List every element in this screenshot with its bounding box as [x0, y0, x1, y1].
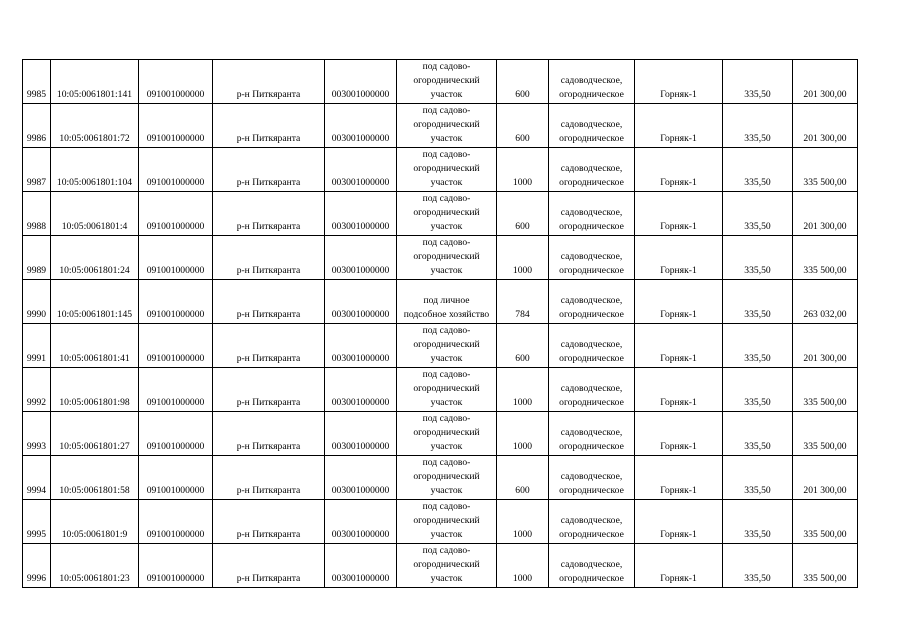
- location-cell: Горняк-1: [635, 60, 723, 104]
- cadastral-value-cell: 201 300,00: [793, 60, 858, 104]
- cadastral-number-cell: 10:05:0061801:9: [51, 500, 139, 544]
- cadastral-number-cell: 10:05:0061801:27: [51, 412, 139, 456]
- land-use-cell: [549, 456, 635, 500]
- location-cell: Горняк-1: [635, 500, 723, 544]
- land-use-line: огородническое: [559, 265, 624, 276]
- cadastral-number-cell: 10:05:0061801:23: [51, 544, 139, 588]
- purpose-cell: [397, 104, 497, 148]
- cadastral-value-cell: 201 300,00: [793, 192, 858, 236]
- oktmo-code-cell: 003001000000: [325, 456, 397, 500]
- okato-code-cell: 091001000000: [139, 60, 213, 104]
- oktmo-code-cell: 003001000000: [325, 544, 397, 588]
- land-use-line: садоводческое,: [560, 75, 623, 86]
- purpose-line: огороднический: [413, 427, 480, 438]
- area-cell: 600: [497, 456, 549, 500]
- area-cell: 600: [497, 192, 549, 236]
- purpose-cell: [397, 544, 497, 588]
- purpose-line: [398, 280, 495, 294]
- purpose-line: участок: [430, 133, 463, 144]
- land-use-line: садоводческое,: [560, 471, 623, 482]
- oktmo-code-cell: 003001000000: [325, 368, 397, 412]
- cadastral-value-cell: 335 500,00: [793, 148, 858, 192]
- land-use-line: огородническое: [559, 441, 624, 452]
- cadastral-number-cell: 10:05:0061801:72: [51, 104, 139, 148]
- oktmo-code-cell: 003001000000: [325, 236, 397, 280]
- land-use-line: садоводческое,: [560, 339, 623, 350]
- cadastral-number-cell: 10:05:0061801:145: [51, 280, 139, 324]
- land-use-line: садоводческое,: [560, 515, 623, 526]
- okato-code-cell: 091001000000: [139, 192, 213, 236]
- row-number-cell: 9992: [23, 368, 51, 412]
- okato-code-cell: 091001000000: [139, 280, 213, 324]
- cadastral-value-cell: 335 500,00: [793, 412, 858, 456]
- purpose-line: участок: [430, 265, 463, 276]
- purpose-line: огороднический: [413, 163, 480, 174]
- district-cell: р-н Питкяранта: [213, 148, 325, 192]
- cadastral-rate-cell: 335,50: [723, 236, 793, 280]
- purpose-line: огороднический: [413, 207, 480, 218]
- district-cell: р-н Питкяранта: [213, 456, 325, 500]
- land-use-line: садоводческое,: [560, 119, 623, 130]
- purpose-line: под садово-: [422, 413, 471, 424]
- land-use-line: огородническое: [559, 221, 624, 232]
- purpose-line: огороднический: [413, 383, 480, 394]
- land-use-cell: [549, 104, 635, 148]
- land-use-line: огородническое: [559, 485, 624, 496]
- land-use-cell: [549, 412, 635, 456]
- cadastral-number-cell: 10:05:0061801:98: [51, 368, 139, 412]
- land-use-line: огородническое: [559, 353, 624, 364]
- purpose-cell: [397, 324, 497, 368]
- purpose-line: огороднический: [413, 251, 480, 262]
- location-cell: Горняк-1: [635, 236, 723, 280]
- okato-code-cell: 091001000000: [139, 104, 213, 148]
- district-cell: р-н Питкяранта: [213, 280, 325, 324]
- purpose-line: под садово-: [422, 193, 471, 204]
- purpose-line: под садово-: [422, 457, 471, 468]
- cadastral-rate-cell: 335,50: [723, 456, 793, 500]
- district-cell: р-н Питкяранта: [213, 544, 325, 588]
- land-use-line: огородническое: [559, 133, 624, 144]
- table-row: [23, 544, 858, 588]
- row-number-cell: 9985: [23, 60, 51, 104]
- district-cell: р-н Питкяранта: [213, 368, 325, 412]
- area-cell: 600: [497, 104, 549, 148]
- oktmo-code-cell: 003001000000: [325, 324, 397, 368]
- location-cell: Горняк-1: [635, 368, 723, 412]
- land-use-cell: [549, 236, 635, 280]
- okato-code-cell: 091001000000: [139, 544, 213, 588]
- purpose-line: участок: [430, 573, 463, 584]
- area-cell: 1000: [497, 148, 549, 192]
- oktmo-code-cell: 003001000000: [325, 192, 397, 236]
- cadastral-rate-cell: 335,50: [723, 60, 793, 104]
- cadastral-number-cell: 10:05:0061801:58: [51, 456, 139, 500]
- purpose-cell: [397, 280, 497, 324]
- cadastral-rate-cell: 335,50: [723, 324, 793, 368]
- purpose-line: участок: [430, 221, 463, 232]
- cadastral-value-cell: 335 500,00: [793, 236, 858, 280]
- oktmo-code-cell: 003001000000: [325, 104, 397, 148]
- table-row: [23, 324, 858, 368]
- area-cell: 600: [497, 60, 549, 104]
- table-row: [23, 148, 858, 192]
- area-cell: 1000: [497, 368, 549, 412]
- cadastral-value-cell: 201 300,00: [793, 324, 858, 368]
- okato-code-cell: 091001000000: [139, 324, 213, 368]
- cadastral-number-cell: 10:05:0061801:24: [51, 236, 139, 280]
- cadastral-rate-cell: 335,50: [723, 544, 793, 588]
- purpose-cell: [397, 236, 497, 280]
- location-cell: Горняк-1: [635, 456, 723, 500]
- land-use-cell: [549, 60, 635, 104]
- purpose-cell: [397, 148, 497, 192]
- cadastral-rate-cell: 335,50: [723, 368, 793, 412]
- purpose-cell: [397, 456, 497, 500]
- oktmo-code-cell: 003001000000: [325, 412, 397, 456]
- purpose-line: огороднический: [413, 471, 480, 482]
- purpose-line: участок: [430, 485, 463, 496]
- land-use-cell: [549, 192, 635, 236]
- district-cell: р-н Питкяранта: [213, 236, 325, 280]
- oktmo-code-cell: 003001000000: [325, 500, 397, 544]
- purpose-line: под садово-: [422, 325, 471, 336]
- row-number-cell: 9995: [23, 500, 51, 544]
- table-row: [23, 104, 858, 148]
- table-row: [23, 368, 858, 412]
- row-number-cell: 9986: [23, 104, 51, 148]
- okato-code-cell: 091001000000: [139, 236, 213, 280]
- okato-code-cell: 091001000000: [139, 148, 213, 192]
- oktmo-code-cell: 003001000000: [325, 148, 397, 192]
- location-cell: Горняк-1: [635, 280, 723, 324]
- land-use-line: огородническое: [559, 397, 624, 408]
- area-cell: 1000: [497, 412, 549, 456]
- purpose-cell: [397, 368, 497, 412]
- purpose-line: под садово-: [422, 61, 471, 72]
- land-use-cell: [549, 544, 635, 588]
- purpose-line: подсобное хозяйство: [403, 309, 490, 320]
- cadastral-value-cell: 335 500,00: [793, 368, 858, 412]
- purpose-cell: [397, 500, 497, 544]
- table-row: [23, 456, 858, 500]
- district-cell: р-н Питкяранта: [213, 324, 325, 368]
- land-use-cell: [549, 280, 635, 324]
- row-number-cell: 9987: [23, 148, 51, 192]
- cadastral-number-cell: 10:05:0061801:4: [51, 192, 139, 236]
- row-number-cell: 9993: [23, 412, 51, 456]
- location-cell: Горняк-1: [635, 192, 723, 236]
- district-cell: р-н Питкяранта: [213, 60, 325, 104]
- purpose-line: под садово-: [422, 149, 471, 160]
- land-use-line: садоводческое,: [560, 427, 623, 438]
- purpose-line: под личное: [423, 295, 470, 306]
- purpose-cell: [397, 60, 497, 104]
- table-row: [23, 192, 858, 236]
- area-cell: 600: [497, 324, 549, 368]
- land-use-line: огородническое: [559, 309, 624, 320]
- purpose-line: под садово-: [422, 501, 471, 512]
- area-cell: 1000: [497, 236, 549, 280]
- land-use-line: садоводческое,: [560, 559, 623, 570]
- purpose-line: участок: [430, 529, 463, 540]
- land-use-line: садоводческое,: [560, 383, 623, 394]
- oktmo-code-cell: 003001000000: [325, 280, 397, 324]
- row-number-cell: 9991: [23, 324, 51, 368]
- okato-code-cell: 091001000000: [139, 368, 213, 412]
- land-use-cell: [549, 500, 635, 544]
- table-row: [23, 412, 858, 456]
- row-number-cell: 9990: [23, 280, 51, 324]
- oktmo-code-cell: 003001000000: [325, 60, 397, 104]
- land-use-line: садоводческое,: [560, 251, 623, 262]
- purpose-line: участок: [430, 177, 463, 188]
- land-plots-table: [22, 59, 858, 588]
- land-use-line: огородническое: [559, 573, 624, 584]
- purpose-line: участок: [430, 397, 463, 408]
- purpose-line: под садово-: [422, 237, 471, 248]
- purpose-cell: [397, 412, 497, 456]
- purpose-line: участок: [430, 353, 463, 364]
- cadastral-rate-cell: 335,50: [723, 500, 793, 544]
- row-number-cell: 9988: [23, 192, 51, 236]
- cadastral-rate-cell: 335,50: [723, 280, 793, 324]
- table-row: [23, 500, 858, 544]
- row-number-cell: 9989: [23, 236, 51, 280]
- land-use-line: огородническое: [559, 89, 624, 100]
- cadastral-rate-cell: 335,50: [723, 192, 793, 236]
- purpose-line: огороднический: [413, 515, 480, 526]
- cadastral-number-cell: 10:05:0061801:41: [51, 324, 139, 368]
- cadastral-rate-cell: 335,50: [723, 104, 793, 148]
- cadastral-value-cell: 335 500,00: [793, 500, 858, 544]
- cadastral-value-cell: 263 032,00: [793, 280, 858, 324]
- district-cell: р-н Питкяранта: [213, 500, 325, 544]
- purpose-line: огороднический: [413, 339, 480, 350]
- land-use-line: садоводческое,: [560, 163, 623, 174]
- cadastral-value-cell: 201 300,00: [793, 456, 858, 500]
- row-number-cell: 9996: [23, 544, 51, 588]
- cadastral-number-cell: 10:05:0061801:104: [51, 148, 139, 192]
- location-cell: Горняк-1: [635, 544, 723, 588]
- purpose-line: под садово-: [422, 369, 471, 380]
- okato-code-cell: 091001000000: [139, 412, 213, 456]
- land-use-cell: [549, 148, 635, 192]
- table-row: [23, 236, 858, 280]
- location-cell: Горняк-1: [635, 148, 723, 192]
- location-cell: Горняк-1: [635, 324, 723, 368]
- purpose-line: участок: [430, 441, 463, 452]
- table-row: [23, 60, 858, 104]
- purpose-line: под садово-: [422, 105, 471, 116]
- table-row: [23, 280, 858, 324]
- purpose-line: огороднический: [413, 75, 480, 86]
- area-cell: 784: [497, 280, 549, 324]
- cadastral-value-cell: 201 300,00: [793, 104, 858, 148]
- okato-code-cell: 091001000000: [139, 456, 213, 500]
- purpose-line: огороднический: [413, 559, 480, 570]
- cadastral-rate-cell: 335,50: [723, 412, 793, 456]
- district-cell: р-н Питкяранта: [213, 192, 325, 236]
- cadastral-rate-cell: 335,50: [723, 148, 793, 192]
- land-use-cell: [549, 368, 635, 412]
- purpose-line: участок: [430, 89, 463, 100]
- area-cell: 1000: [497, 500, 549, 544]
- purpose-line: огороднический: [413, 119, 480, 130]
- cadastral-number-cell: 10:05:0061801:141: [51, 60, 139, 104]
- land-use-line: огородническое: [559, 177, 624, 188]
- okato-code-cell: 091001000000: [139, 500, 213, 544]
- land-use-cell: [549, 324, 635, 368]
- cadastral-value-cell: 335 500,00: [793, 544, 858, 588]
- table-body: [23, 60, 858, 588]
- row-number-cell: 9994: [23, 456, 51, 500]
- district-cell: р-н Питкяранта: [213, 412, 325, 456]
- location-cell: Горняк-1: [635, 104, 723, 148]
- area-cell: 1000: [497, 544, 549, 588]
- location-cell: Горняк-1: [635, 412, 723, 456]
- land-use-line: садоводческое,: [560, 295, 623, 306]
- purpose-line: под садово-: [422, 545, 471, 556]
- purpose-cell: [397, 192, 497, 236]
- district-cell: р-н Питкяранта: [213, 104, 325, 148]
- land-use-line: садоводческое,: [560, 207, 623, 218]
- land-use-line: огородническое: [559, 529, 624, 540]
